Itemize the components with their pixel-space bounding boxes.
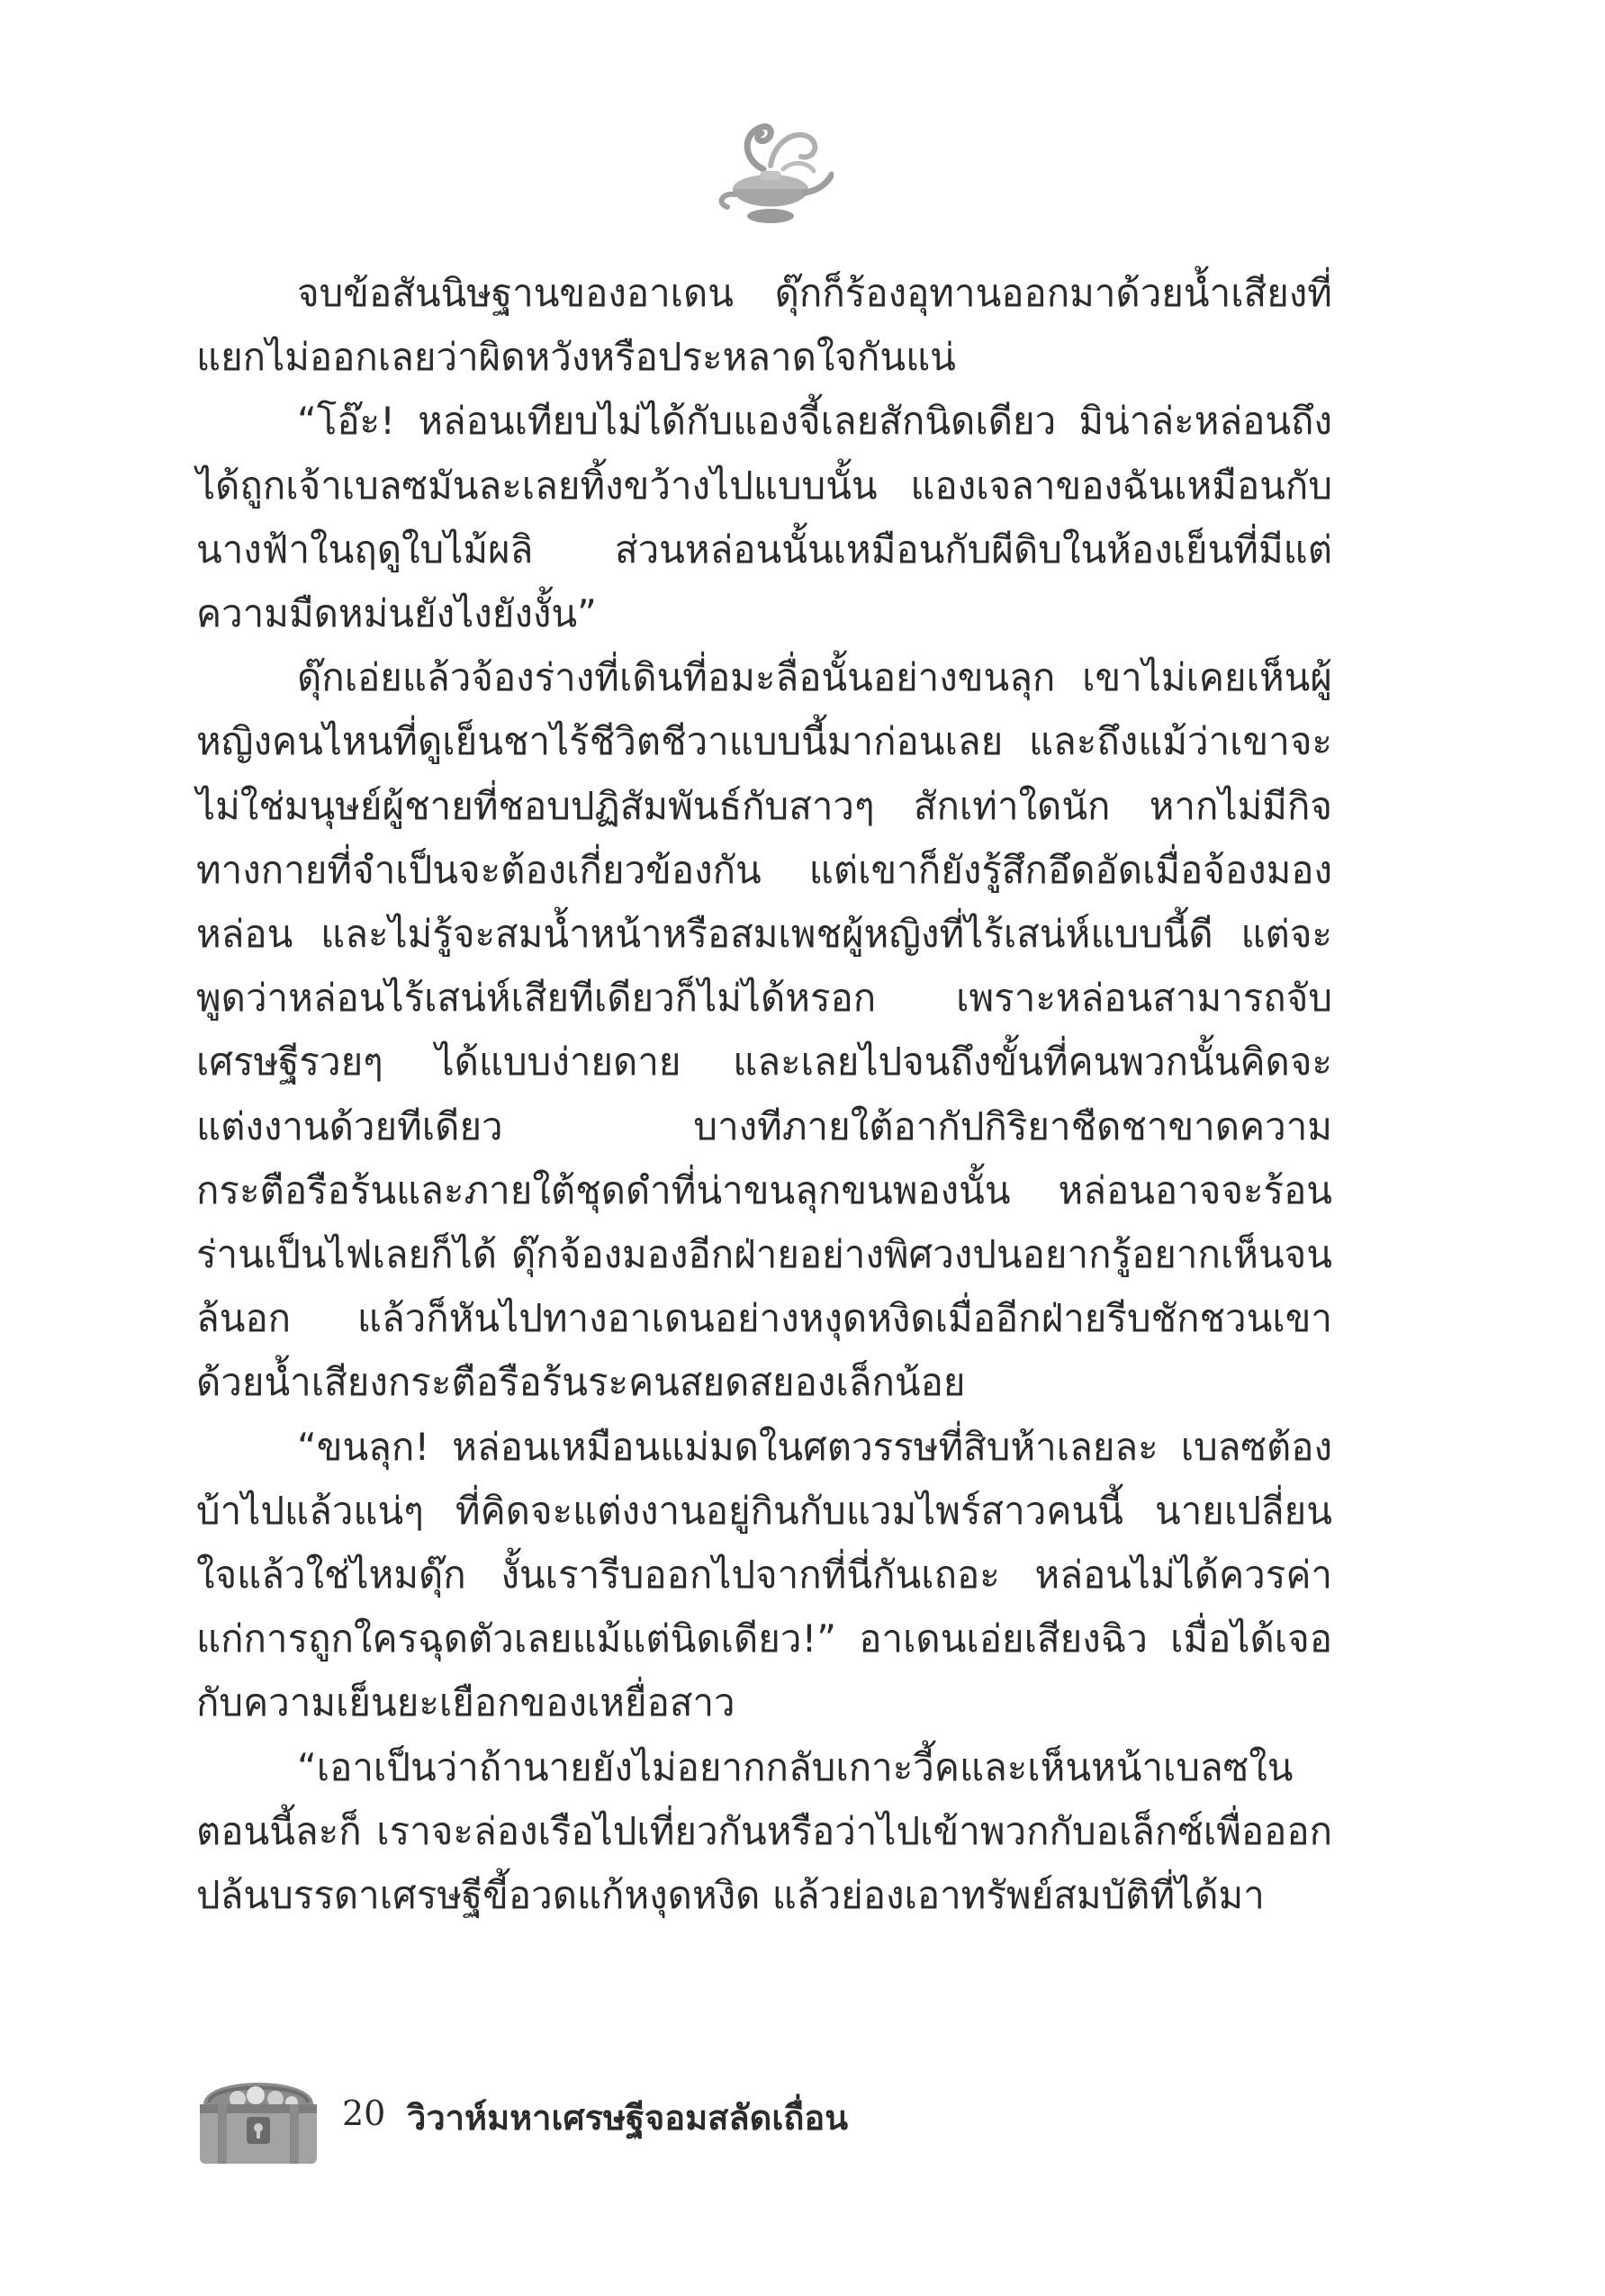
book-title: วิวาห์มหาเศรษฐีจอมสลัดเถื่อน bbox=[407, 2098, 849, 2138]
paragraph: “ขนลุก! หล่อนเหมือนแม่มดในศตวรรษที่สิบห้าเลยละ เบลซต้องบ้าไปแล้วแน่ๆ ที่คิดจะแต่งงานอยู่กินกับแวมไพร์สาวคนนี้ นายเปลี่ยนใจแล้วใช่ไหมดุ๊ก งั้นเรารีบออกไปจากที่นี่กันเถอะ หล่อนไม่ได้ควรค่าแก่การถูกใครฉุดตัวเลยแม้แต่นิดเดียว!” อาเดนเอ่ยเสียงฉิว เมื่อได้เจอกับความเย็นยะเยือกของเหยื่อสาว bbox=[196, 1424, 1332, 1725]
paragraph: “เอาเป็นว่าถ้านายยังไม่อยากกลับเกาะวี้คและเห็นหน้าเบลซในตอนนี้ละก็ เราจะล่องเรือไปเที่ยวกันหรือว่าไปเข้าพวกกับอเล็กซ์เพื่อออกปล้นบรรดาเศรษฐีขี้อวดแก้หงุดหงิด แล้วย่องเอาทรัพย์สมบัติที่ได้มา bbox=[196, 1744, 1332, 1918]
magic-lamp-icon bbox=[708, 106, 834, 237]
page-footer bbox=[191, 2059, 1001, 2176]
treasure-chest-icon bbox=[191, 2059, 326, 2172]
body-text bbox=[196, 261, 1332, 1927]
page-number: 20 bbox=[342, 2093, 386, 2133]
paragraph: “โอ๊ะ! หล่อนเทียบไม่ได้กับแองจี้เลยสักนิดเดียว มิน่าล่ะหล่อนถึงได้ถูกเจ้าเบลซมันละเลยทิ้งขว้างไปแบบนั้น แองเจลาของฉันเหมือนกับนางฟ้าในฤดูใบไม้ผลิ ส่วนหล่อนนั้นเหมือนกับผีดิบในห้องเย็นที่มีแต่ความมืดหม่นยังไงยังงั้น” bbox=[196, 399, 1332, 636]
paragraph: ดุ๊กเอ่ยแล้วจ้องร่างที่เดินที่อมะลื่อนั้นอย่างขนลุก เขาไม่เคยเห็นผู้หญิงคนไหนที่ดูเย็นชาไร้ชีวิตชีวาแบบนี้มาก่อนเลย และถึงแม้ว่าเขาจะไม่ใช่มนุษย์ผู้ชายที่ชอบปฏิสัมพันธ์กับสาวๆ สักเท่าใดนัก หากไม่มีกิจทางกายที่จำเป็นจะต้องเกี่ยวข้องกัน แต่เขาก็ยังรู้สึกอึดอัดเมื่อจ้องมองหล่อน และไม่รู้จะสมน้ำหน้าหรือสมเพชผู้หญิงที่ไร้เสน่ห์แบบนี้ดี แต่จะพูดว่าหล่อนไร้เสน่ห์เสียทีเดียวก็ไม่ได้หรอก เพราะหล่อนสามารถจับเศรษฐีรวยๆ ได้แบบง่ายดาย และเลยไปจนถึงขั้นที่คนพวกนั้นคิดจะแต่งงานด้วยทีเดียว บางทีภายใต้อากัปกิริยาชืดชาขาดความกระตือรือร้นและภายใต้ชุดดำที่น่าขนลุกขนพองนั้น หล่อนอาจจะร้อนร่านเป็นไฟเลยก็ได้ ดุ๊กจ้องมองอีกฝ่ายอย่างพิศวงปนอยากรู้อยากเห็นจนล้นอก แล้วก็หันไปทางอาเดนอย่างหงุดหงิดเมื่ออีกฝ่ายรีบชักชวนเขาด้วยน้ำเสียงกระตือรือร้นระคนสยดสยองเล็กน้อย bbox=[196, 655, 1332, 1405]
paragraph: จบข้อสันนิษฐานของอาเดน ดุ๊กก็ร้องอุทานออกมาด้วยน้ำเสียงที่แยกไม่ออกเลยว่าผิดหวังหรือประหลาดใจกันแน่ bbox=[196, 271, 1332, 380]
